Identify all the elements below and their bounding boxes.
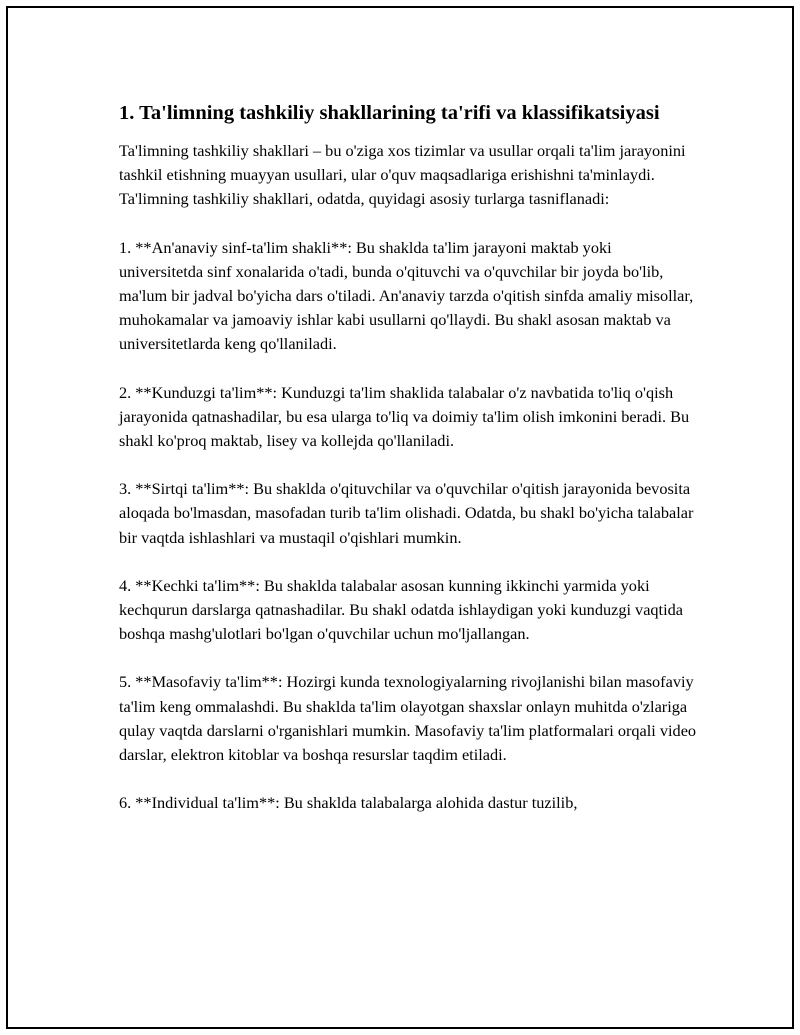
paragraph-distance-education: 5. **Masofaviy ta'lim**: Hozirgi kunda texnologiyalarning rivojlanishi bilan masofaviy ta'lim keng ommalashdi. Bu shaklda ta'lim olayotgan shaxslar onlayn muhitda o'zlariga qulay vaqtda darslarni o'rganishlari mumkin. Masofaviy ta'lim platformalari orqali video darslar, elektron kitoblar va boshqa resurslar taqdim etiladi.: [119, 672, 697, 765]
intro-paragraph: Ta'limning tashkiliy shakllari – bu o'ziga xos tizimlar va usullar orqali ta'lim jarayonini tashkil etishning muayyan usullari, ular o'quv maqsadlariga erishishni ta'minlaydi. Ta'limning tashkiliy shakllari, odatda, quyidagi asosiy turlarga tasniflanadi:: [119, 141, 686, 209]
section-heading: 1. Ta'limning tashkiliy shakllarining ta'rifi va klassifikatsiyasi: [119, 102, 660, 124]
paragraph-correspondence-education: 3. **Sirtqi ta'lim**: Bu shaklda o'qituvchilar va o'quvchilar o'qitish jarayonida bevosita aloqada bo'lmasdan, masofadan turib ta'lim olishadi. Odatda, bu shakl bo'yicha talabalar bir vaqtda ishlashlari va mustaqil o'qishlari mumkin.: [119, 479, 694, 547]
paragraph-daytime-education: 2. **Kunduzgi ta'lim**: Kunduzgi ta'lim shaklida talabalar o'z navbatida to'liq o'qish jarayonida qatnashadilar, bu esa ularga to'liq va doimiy ta'lim olish imkonini beradi. Bu shakl ko'proq maktab, lisey va kollejda qo'llaniladi.: [119, 382, 690, 451]
document-page: [6, 6, 794, 1029]
paragraph-individual-education: 6. **Individual ta'lim**: Bu shaklda talabalarga alohida dastur tuzilib,: [119, 793, 578, 813]
paragraph-traditional-class: 1. **An'anaviy sinf-ta'lim shakli**: Bu shaklda ta'lim jarayoni maktab yoki universitetda sinf xonalarida o'tadi, bunda o'qituvchi va o'quvchilar bir joyda bo'lib, ma'lum bir jadval bo'yicha dars o'tiladi. An'anaviy tarzda o'qitish sinfda amaliy misollar, muhokamalar va jamoaviy ishlar kabi usullarni qo'llaydi. Bu shakl asosan maktab va universitetlarda keng qo'llaniladi.: [119, 237, 694, 354]
document-content: [119, 98, 699, 839]
paragraph-evening-education: 4. **Kechki ta'lim**: Bu shaklda talabalar asosan kunning ikkinchi yarmida yoki kechqurun darslarga qatnashadilar. Bu shakl odatda ishlaydigan yoki kunduzgi vaqtida boshqa mashg'ulotlari bo'lgan o'quvchilar uchun mo'ljallangan.: [119, 575, 683, 644]
